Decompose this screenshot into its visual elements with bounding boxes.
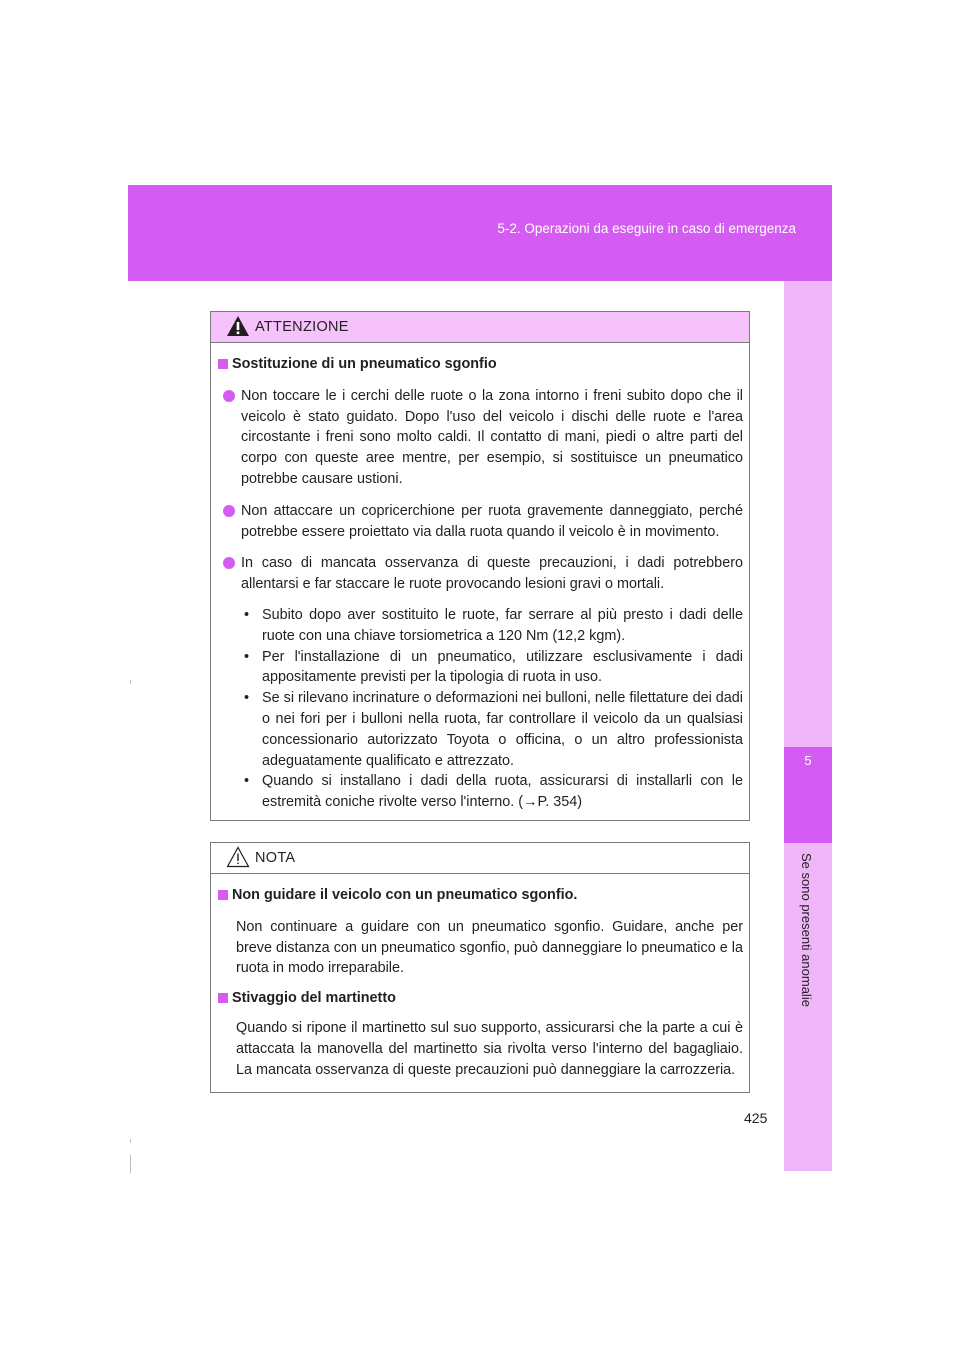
bullet-dot-icon: • — [244, 690, 250, 707]
square-bullet-icon — [218, 359, 228, 369]
header-band — [128, 185, 832, 281]
bullet-dot-icon: • — [244, 606, 250, 623]
square-bullet-icon — [218, 993, 228, 1003]
caution-box — [210, 311, 750, 821]
caution-label: ATTENZIONE — [255, 319, 349, 335]
crop-mark — [130, 680, 131, 684]
caution-bullet: Non attaccare un copricerchione per ruota gravemente danneggiato, perché potrebbe essere proiettato via dalla ruota quando il veicolo è in movimento. — [223, 501, 743, 543]
note-box — [210, 842, 750, 1093]
caution-header — [211, 312, 749, 343]
notice-icon — [226, 846, 250, 868]
note-section-title: Non guidare il veicolo con un pneumatico sgonfio. — [218, 885, 743, 906]
square-bullet-icon — [218, 890, 228, 900]
note-label: NOTA — [255, 850, 296, 866]
caution-section-title: Sostituzione di un pneumatico sgonfio — [218, 354, 743, 375]
note-paragraph: Quando si ripone il martinetto sul suo supporto, assicurarsi che la parte a cui è attaccata la manovella del martinetto sia rivolta verso l'interno del bagagliaio. La mancata osservanza di queste precauzioni può danneggiare la carrozzeria. — [236, 1019, 743, 1078]
chapter-title: Se sono presenti anomalie — [799, 853, 814, 1007]
caution-bullet: In caso di mancata osservanza di queste precauzioni, i dadi potrebbero allentarsi e far staccare le ruote provocando lesioni gravi o mortali. — [223, 553, 743, 595]
chapter-box — [784, 747, 832, 843]
page-number: 425 — [744, 1110, 768, 1126]
circle-bullet-icon — [223, 390, 235, 402]
warning-icon — [226, 315, 250, 337]
caution-bullet: Non toccare le i cerchi delle ruote o la zona intorno i freni subito dopo che il veicolo è stato guidato. Dopo l'uso del veicolo i dischi delle ruote e l'area circostante i freni sono molto caldi. Il contatto di mani, piedi o altre parti del corpo con queste aree mentre, per esempio, si sostituisce un pneumatico potrebbe causare ustioni. — [223, 386, 743, 490]
note-paragraph: Non continuare a guidare con un pneumatico sgonfio. Guidare, anche per breve distanza con un pneumatico sgonfio, può danneggiare lo pneumatico e la ruota in modo irreparabile. — [236, 918, 743, 977]
side-tab — [784, 281, 832, 1171]
section-title: 5-2. Operazioni da eseguire in caso di emergenza — [497, 221, 796, 236]
caution-body — [211, 343, 749, 813]
note-body — [211, 874, 749, 1080]
note-section-title: Stivaggio del martinetto — [218, 988, 743, 1009]
note-header — [211, 843, 749, 874]
crop-mark — [130, 1155, 131, 1173]
bullet-dot-icon: • — [244, 773, 250, 790]
chapter-number: 5 — [804, 753, 812, 768]
caution-sub-bullet: • Quando si installano i dadi della ruota, assicurarsi di installarli con le estremità coniche rivolte verso l'interno. (→P. 354) — [244, 773, 743, 811]
caution-sub-bullet: • Subito dopo aver sostituito le ruote, far serrare al più presto i dadi delle ruote con una chiave torsiometrica a 120 Nm (12,2 kgm). — [244, 606, 743, 644]
circle-bullet-icon — [223, 505, 235, 517]
caution-sub-bullet: • Per l'installazione di un pneumatico, utilizzare esclusivamente i dadi appositamente previsti per la tipologia di ruota in uso. — [244, 648, 743, 686]
bullet-dot-icon: • — [244, 648, 250, 665]
circle-bullet-icon — [223, 557, 235, 569]
crop-mark — [130, 1139, 131, 1143]
caution-sub-bullet: • Se si rilevano incrinature o deformazioni nei bulloni, nelle filettature dei dadi o nei fori per i bulloni nella ruota, far controllare il veicolo da un qualsiasi concessionario autorizzato Toyota o officina, o un altro professionista adeguatamente qualificato e attrezzato. — [244, 690, 743, 769]
